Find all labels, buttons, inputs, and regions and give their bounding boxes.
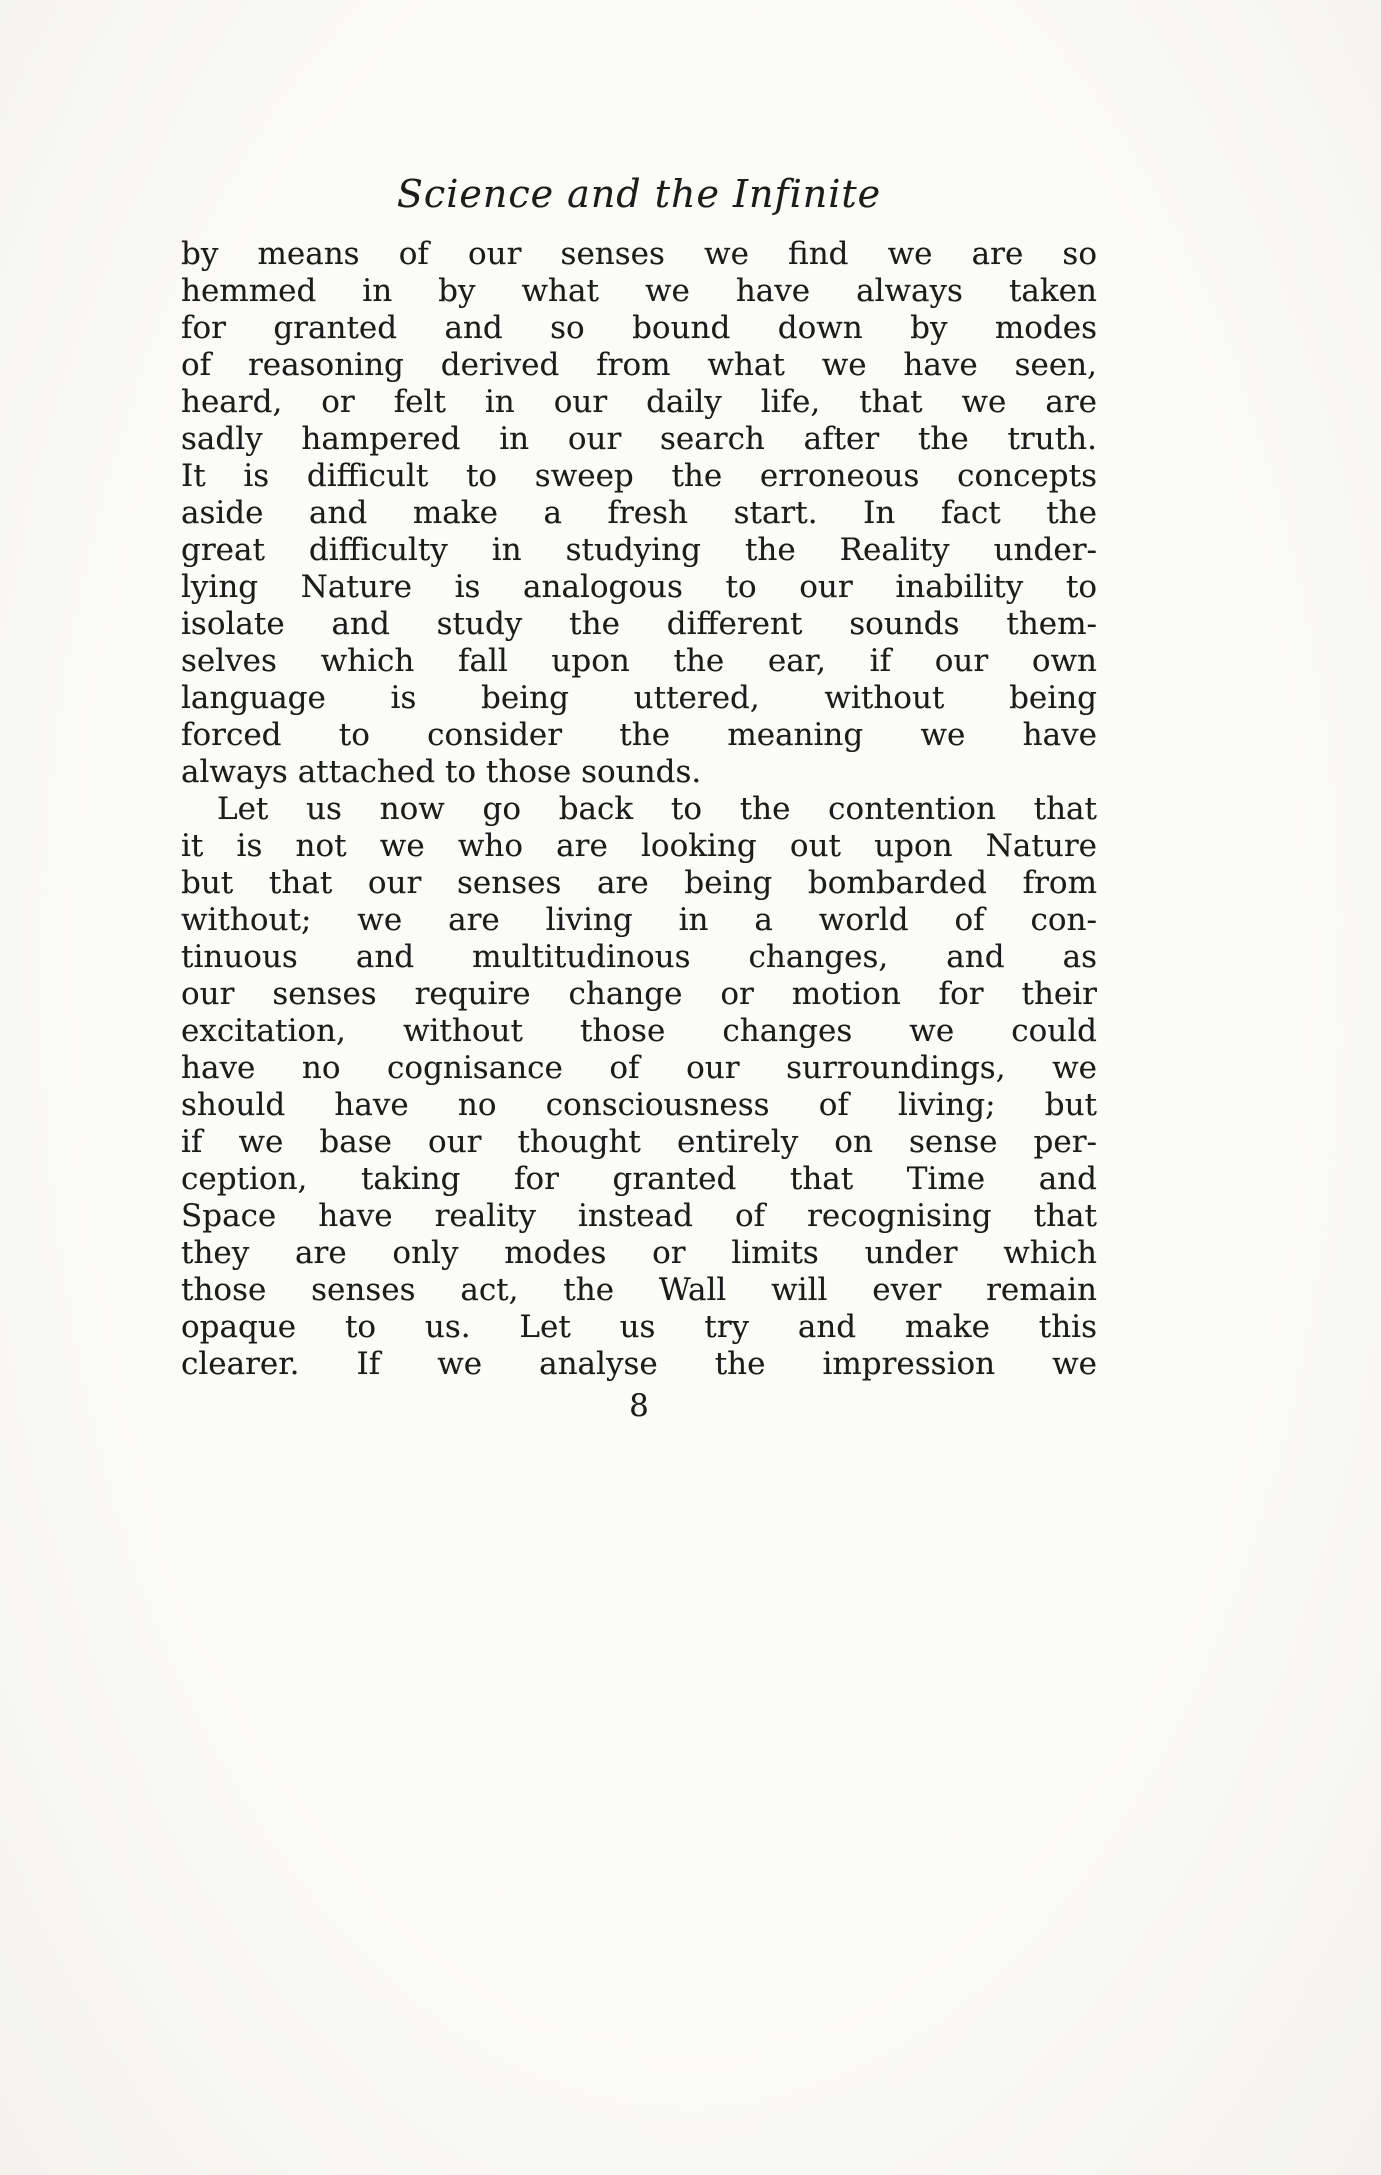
text-line: it is not we who are looking out upon Nature xyxy=(181,828,1097,864)
running-head: Science and the Infinite xyxy=(396,172,882,216)
text-line: hemmed in by what we have always taken xyxy=(181,273,1097,309)
paragraph-2 xyxy=(181,791,1097,1383)
text-line: great difficulty in studying the Reality under- xyxy=(181,532,1097,568)
text-line: ception, taking for granted that Time and xyxy=(181,1161,1097,1197)
text-line: our senses require change or motion for their xyxy=(181,976,1097,1012)
text-line: without; we are living in a world of con- xyxy=(181,902,1097,938)
text-line: Let us now go back to the contention that xyxy=(217,791,1097,827)
text-line: language is being uttered, without being xyxy=(181,680,1097,716)
text-line: of reasoning derived from what we have seen, xyxy=(181,347,1097,383)
text-line: forced to consider the meaning we have xyxy=(181,717,1097,753)
text-line: lying Nature is analogous to our inability to xyxy=(181,569,1097,605)
text-line: those senses act, the Wall will ever remain xyxy=(181,1272,1097,1308)
text-line: clearer. If we analyse the impression we xyxy=(181,1346,1097,1382)
text-line: isolate and study the different sounds them- xyxy=(181,606,1097,642)
text-line: excitation, without those changes we could xyxy=(181,1013,1097,1049)
text-line: they are only modes or limits under which xyxy=(181,1235,1097,1271)
text-line: but that our senses are being bombarded from xyxy=(181,865,1097,901)
text-line: for granted and so bound down by modes xyxy=(181,310,1097,346)
text-line: selves which fall upon the ear, if our own xyxy=(181,643,1097,679)
text-line: Space have reality instead of recognising that xyxy=(181,1198,1097,1234)
text-line: aside and make a fresh start. In fact the xyxy=(181,495,1097,531)
text-line: It is difficult to sweep the erroneous concepts xyxy=(181,458,1097,494)
text-line: always attached to those sounds. xyxy=(181,754,702,790)
text-line: have no cognisance of our surroundings, we xyxy=(181,1050,1097,1086)
text-line: opaque to us. Let us try and make this xyxy=(181,1309,1097,1345)
text-column xyxy=(181,0,1097,1425)
text-line: heard, or felt in our daily life, that we are xyxy=(181,384,1097,420)
text-line: if we base our thought entirely on sense per- xyxy=(181,1124,1097,1160)
body-text xyxy=(181,236,1097,1383)
text-line: sadly hampered in our search after the truth. xyxy=(181,421,1097,457)
page-number: 8 xyxy=(629,1388,649,1424)
text-line: tinuous and multitudinous changes, and as xyxy=(181,939,1097,975)
text-line: by means of our senses we find we are so xyxy=(181,236,1097,272)
paragraph-1 xyxy=(181,236,1097,791)
text-line: should have no consciousness of living; but xyxy=(181,1087,1097,1123)
